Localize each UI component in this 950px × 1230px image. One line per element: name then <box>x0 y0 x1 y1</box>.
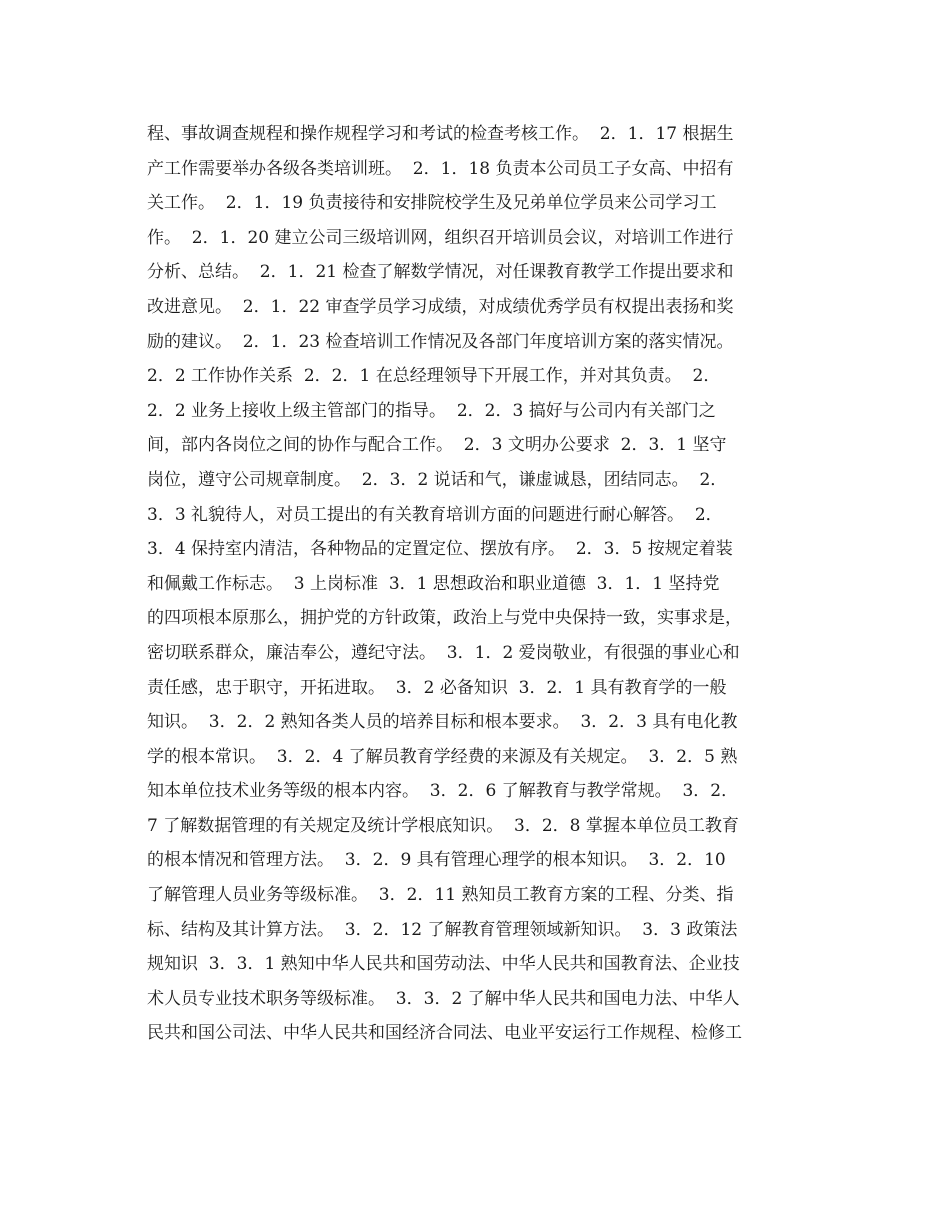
text-line: 民共和国公司法、中华人民共和国经济合同法、电业平安运行工作规程、检修工 <box>147 1023 742 1044</box>
text-line: 3．3 礼貌待人，对员工提出的有关教育培训方面的问题进行耐心解答。 2． <box>147 504 723 525</box>
text-line: 2．2 业务上接收上级主管部门的指导。 2．2．3 搞好与公司内有关部门之 <box>147 400 716 421</box>
text-line: 规知识 3．3．1 熟知中华人民共和国劳动法、中华人民共和国教育法、企业技 <box>147 954 740 975</box>
text-line: 产工作需要举办各级各类培训班。 2．1．18 负责本公司员工子女高、中招有 <box>147 158 734 179</box>
text-line: 程、事故调查规程和操作规程学习和考试的检查考核工作。 2．1．17 根据生 <box>147 124 734 144</box>
text-line: 知识。 3．2．2 熟知各类人员的培养目标和根本要求。 3．2．3 具有电化教 <box>147 712 738 733</box>
text-line: 分析、总结。 2．1．21 检查了解数学情况，对任课教育教学工作提出要求和 <box>147 262 734 283</box>
text-line: 密切联系群众，廉洁奉公，遵纪守法。 3．1．2 爱岗敬业，有很强的事业心和 <box>147 642 740 663</box>
text-line: 岗位，遵守公司规章制度。 2．3．2 说话和气，谦虚诚恳，团结同志。 2． <box>147 469 728 490</box>
text-line: 的根本情况和管理方法。 3．2．9 具有管理心理学的根本知识。 3．2．10 <box>147 850 726 871</box>
text-line: 作。 2．1．20 建立公司三级培训网，组织召开培训员会议，对培训工作进行 <box>147 227 734 248</box>
text-line: 励的建议。 2．1．23 检查培训工作情况及各部门年度培训方案的落实情况。 <box>147 331 734 352</box>
text-line: 2．2 工作协作关系 2．2．1 在总经理领导下开展工作，并对其负责。 2． <box>147 366 721 387</box>
text-line: 学的根本常识。 3．2．4 了解员教育学经费的来源及有关规定。 3．2．5 熟 <box>147 746 738 767</box>
text-line: 标、结构及其计算方法。 3．2．12 了解教育管理领域新知识。 3．3 政策法 <box>147 919 738 940</box>
body-text <box>147 117 807 1051</box>
text-line: 和佩戴工作标志。 3 上岗标准 3．1 思想政治和职业道德 3．1．1 坚持党 <box>147 573 720 594</box>
text-line: 关工作。 2．1．19 负责接待和安排院校学生及兄弟单位学员来公司学习工 <box>147 193 717 214</box>
text-line: 7 了解数据管理的有关规定及统计学根底知识。 3．2．8 掌握本单位员工教育 <box>147 815 739 836</box>
text-line: 的四项根本原那么，拥护党的方针政策，政治上与党中央保持一致，实事求是， <box>147 608 742 629</box>
text-line: 术人员专业技术职务等级标准。 3．3．2 了解中华人民共和国电力法、中华人 <box>147 988 740 1009</box>
text-line: 了解管理人员业务等级标准。 3．2．11 熟知员工教育方案的工程、分类、指 <box>147 885 734 906</box>
text-line: 责任感，忠于职守，开拓进取。 3．2 必备知识 3．2．1 具有教育学的一般 <box>147 677 727 698</box>
text-line: 间，部内各岗位之间的协作与配合工作。 2．3 文明办公要求 2．3．1 坚守 <box>147 435 727 456</box>
text-line: 改进意见。 2．1．22 审查学员学习成绩，对成绩优秀学员有权提出表扬和奖 <box>147 296 734 317</box>
text-line: 知本单位技术业务等级的根本内容。 3．2．6 了解教育与教学常规。 3．2． <box>147 781 739 802</box>
text-line: 3．4 保持室内清洁，各种物品的定置定位、摆放有序。 2．3．5 按规定着装 <box>147 539 733 560</box>
